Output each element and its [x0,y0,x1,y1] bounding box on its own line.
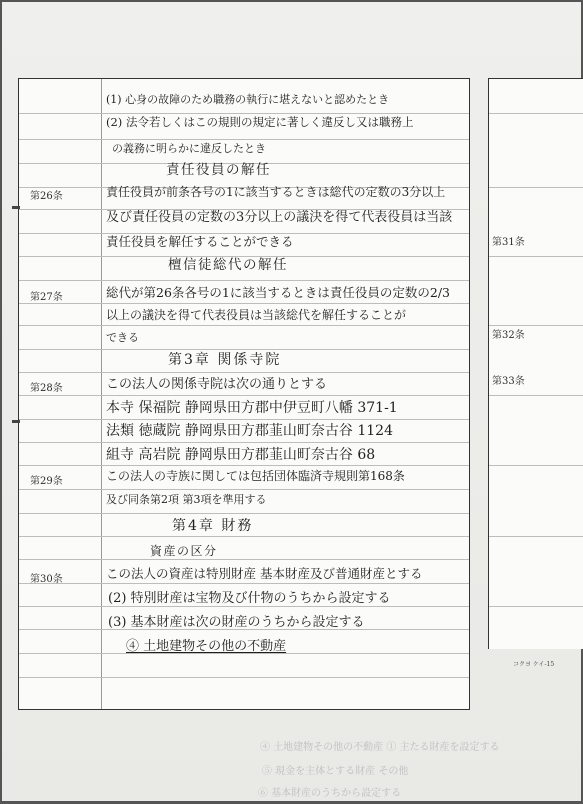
ruled-line [19,349,469,350]
article-number: 第27条 [30,292,63,303]
ruled-line [489,536,583,537]
left-edge-shadow [0,0,2,804]
article-number: 第28条 [30,383,63,394]
ruled-line [489,606,583,607]
ruled-line [19,372,469,373]
binding-hole [12,206,20,209]
text-line: 以上の議決を得て代表役員は当該総代を解任することが [106,308,407,322]
text-line: この法人の資産は特別財産 基本財産及び普通財産とする [106,566,423,581]
text-line: (2) 法令若しくはこの規則の規定に著しく違反し又は職務上 [106,115,414,129]
article-number: 第31条 [492,237,525,248]
ruled-line [489,187,583,188]
text-line: 組寺 高岩院 静岡県田方郡韮山町奈古谷 68 [106,447,376,463]
text-line: (1) 心身の故障のため職務の執行に堪えないと認めたとき [106,93,390,106]
article-number: 第29条 [30,476,63,487]
article-number: 第33条 [492,376,525,387]
ruled-line [19,536,469,537]
text-line: できる [106,331,139,344]
text-line: 及び責任役員の定数の3分以上の議決を得て代表役員は当該 [106,210,453,225]
margin-line [101,79,102,709]
ruled-line [19,489,469,490]
ruled-line [19,419,469,420]
text-line: この法人の関係寺院は次の通りとする [106,377,328,392]
bleed-through-line: ④ 土地建物その他の不動産 ① 主たる財産を設定する [260,742,500,753]
section-heading: 資産の区分 [150,544,218,558]
text-line: (3) 基本財産は次の財産のうちから設定する [108,615,365,630]
chapter-heading: 第4章 財務 [172,518,254,534]
text-line: この法人の寺族に関しては包括団体臨済寺規則第168条 [106,469,405,483]
bleed-through-line: ⑤ 現金を主体とする財産 その他 [262,766,409,777]
section-heading: 檀信徒総代の解任 [168,257,288,273]
text-line: 及び同条第2項 第3項を準用する [106,493,267,506]
ruled-line [19,303,469,304]
ruled-line [19,395,469,396]
text-line: の義務に明らかに違反したとき [112,142,266,155]
notebook-brand-footer: コクヨ ケイ-15 [513,661,555,668]
ruled-line [489,113,583,114]
binding-hole [12,420,20,423]
ruled-line [19,513,469,514]
ruled-line [19,325,469,326]
ruled-line [19,606,469,607]
text-line: 責任役員を解任することができる [106,234,294,249]
ruled-line [489,256,583,257]
text-line: 法類 徳蔵院 静岡県田方郡韮山町奈古谷 1124 [106,423,393,439]
ruled-line [19,583,469,584]
text-line: 総代が第26条各号の1に該当するときは責任役員の定数の2/3 [106,285,450,300]
top-edge-shadow [0,0,583,2]
article-number: 第32条 [492,330,525,341]
text-line: 本寺 保福院 静岡県田方郡中伊豆町八幡 371-1 [106,400,398,416]
article-number: 第30条 [30,574,63,585]
section-heading: 責任役員の解任 [166,162,271,178]
article-number: 第26条 [30,191,63,202]
ruled-line [19,280,469,281]
ruled-line [489,325,583,326]
text-line: (2) 特別財産は宝物及び什物のうちから設定する [108,591,391,606]
text-line: ④ 土地建物その他の不動産 [126,639,287,654]
ruled-line [19,677,469,678]
right-notebook-page [488,78,583,649]
ruled-line [19,442,469,443]
ruled-line [19,465,469,466]
ruled-line [489,465,583,466]
bleed-through-line: ⑥ 基本財産のうちから設定する [258,788,402,799]
text-line: 責任役員が前条各号の1に該当するときは総代の定数の3分以上 [106,185,446,199]
ruled-line [19,139,469,140]
chapter-heading: 第3章 関係寺院 [168,352,282,368]
ruled-line [19,559,469,560]
ruled-line [489,395,583,396]
ruled-line [19,113,469,114]
